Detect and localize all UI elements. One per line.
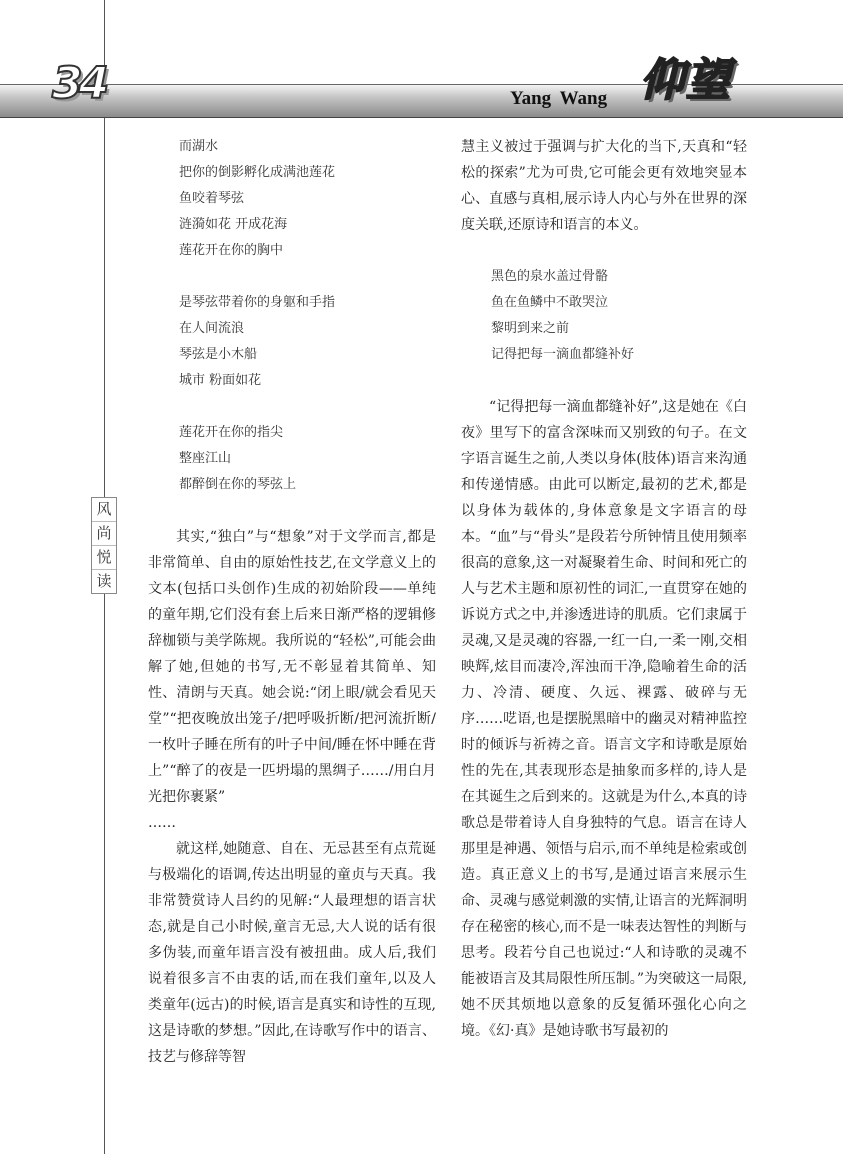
poem-line: 在人间流浪 — [179, 321, 245, 336]
poem-line: 黑色的泉水盖过骨骼 — [491, 269, 609, 284]
column-name: Yang Wang — [510, 88, 608, 109]
section-tag-char: 尚 — [92, 522, 116, 546]
section-tag-char: 风 — [92, 498, 116, 522]
poem-line: 涟漪如花 开成花海 — [179, 217, 288, 232]
poem-line: 都醉倒在你的琴弦上 — [179, 477, 297, 492]
poem-excerpt-1 — [148, 134, 436, 498]
poem-line: 记得把每一滴血都缝补好 — [491, 347, 635, 362]
left-column — [148, 134, 436, 1070]
page-number: 34 — [52, 58, 106, 109]
section-tag-char: 读 — [96, 572, 112, 590]
body-paragraph: 慧主义被过于强调与扩大化的当下,天真和“轻松的探索”尤为可贵,它可能会更有效地突显本心、直感与真相,展示诗人内心与外在世界的深度关联,还原诗和语言的本义。 — [461, 139, 747, 233]
poem-line: 莲花开在你的指尖 — [179, 425, 284, 440]
poem-line: 把你的倒影孵化成满池莲花 — [179, 165, 336, 180]
body-paragraph-ellipsis: …… — [148, 815, 176, 831]
poem-line: 莲花开在你的胸中 — [179, 243, 284, 258]
body-paragraph: 其实,“独白”与“想象”对于文学而言,都是非常简单、自由的原始性技艺,在文学意义上的文本(包括口头创作)生成的初始阶段——单纯的童年期,它们没有套上后来日渐严格的逻辑修辞枷锁与美学陈规。我所说的“轻松”,可能会曲解了她,但她的书写,无不彰显着其简单、知性、清朗与天真。她会说:“闭上眼/就会看见天堂”“把夜晚放出笼子/把呼吸折断/把河流折断/一枚叶子睡在所有的叶子中间/睡在怀中睡在背上”“醉了的夜是一匹坍塌的黑绸子……/用白月光把你裹紧” — [148, 529, 436, 805]
poem-line: 鱼在鱼鳞中不敢哭泣 — [491, 295, 609, 310]
column-logo: 仰望 — [640, 55, 732, 106]
body-paragraph: “记得把每一滴血都缝补好”,这是她在《白夜》里写下的富含深味而又别致的句子。在文字语言诞生之前,人类以身体(肢体)语言来沟通和传递情感。由此可以断定,最初的艺术,都是以身体为载体的,身体意象是文字语言的母本。“血”与“骨头”是段若兮所钟情且使用频率很高的意象,这一对凝聚着生命、时间和死亡的人与艺术主题和原初性的词汇,一直贯穿在她的诉说方式之中,并渗透进诗的肌质。它们隶属于灵魂,又是灵魂的容器,一红一白,一柔一刚,交相映辉,炫目而凄冷,浑浊而干净,隐喻着生命的活力、冷清、硬度、久远、裸露、破碎与无序……呓语,也是摆脱黑暗中的幽灵对精神监控时的倾诉与祈祷之音。语言文字和诗歌是原始性的先在,其表现形态是抽象而多样的,诗人是在其诞生之后到来的。这就是为什么,本真的诗歌总是带着诗人自身独特的气息。语言在诗人那里是神遇、领悟与启示,而不单纯是检索或创造。真正意义上的书写,是通过语言来展示生命、灵魂与感觉刺激的实情,让语言的光辉洞明存在秘密的核心,而不是一味表达智性的判断与思考。段若兮自己也说过:“人和诗歌的灵魂不能被语言及其局限性所压制。”为突破这一局限,她不厌其烦地以意象的反复循环强化心向之境。《幻·真》是她诗歌书写最初的 — [461, 399, 747, 1039]
poem-line: 黎明到来之前 — [491, 321, 570, 336]
poem-line: 是琴弦带着你的身躯和手指 — [179, 295, 336, 310]
section-tag-char: 悦 — [92, 546, 116, 570]
poem-line: 琴弦是小木船 — [179, 347, 258, 362]
right-column — [461, 134, 747, 1044]
poem-excerpt-2 — [461, 264, 747, 368]
poem-line: 整座江山 — [179, 451, 232, 466]
poem-line: 城市 粉面如花 — [179, 373, 262, 388]
poem-line: 而湖水 — [179, 139, 219, 154]
body-paragraph: 就这样,她随意、自在、无忌甚至有点荒诞与极端化的语调,传达出明显的童贞与天真。我非常赞赏诗人吕约的见解:“人最理想的语言状态,就是自己小时候,童言无忌,大人说的话有很多伪装,而童年语言没有被扭曲。成人后,我们说着很多言不由衷的话,而在我们童年,以及人类童年(远古)的时候,语言是真实和诗性的互现,这是诗歌的梦想。”因此,在诗歌写作中的语言、技艺与修辞等智 — [148, 841, 436, 1065]
section-tag — [91, 497, 117, 594]
poem-line: 鱼咬着琴弦 — [179, 191, 245, 206]
